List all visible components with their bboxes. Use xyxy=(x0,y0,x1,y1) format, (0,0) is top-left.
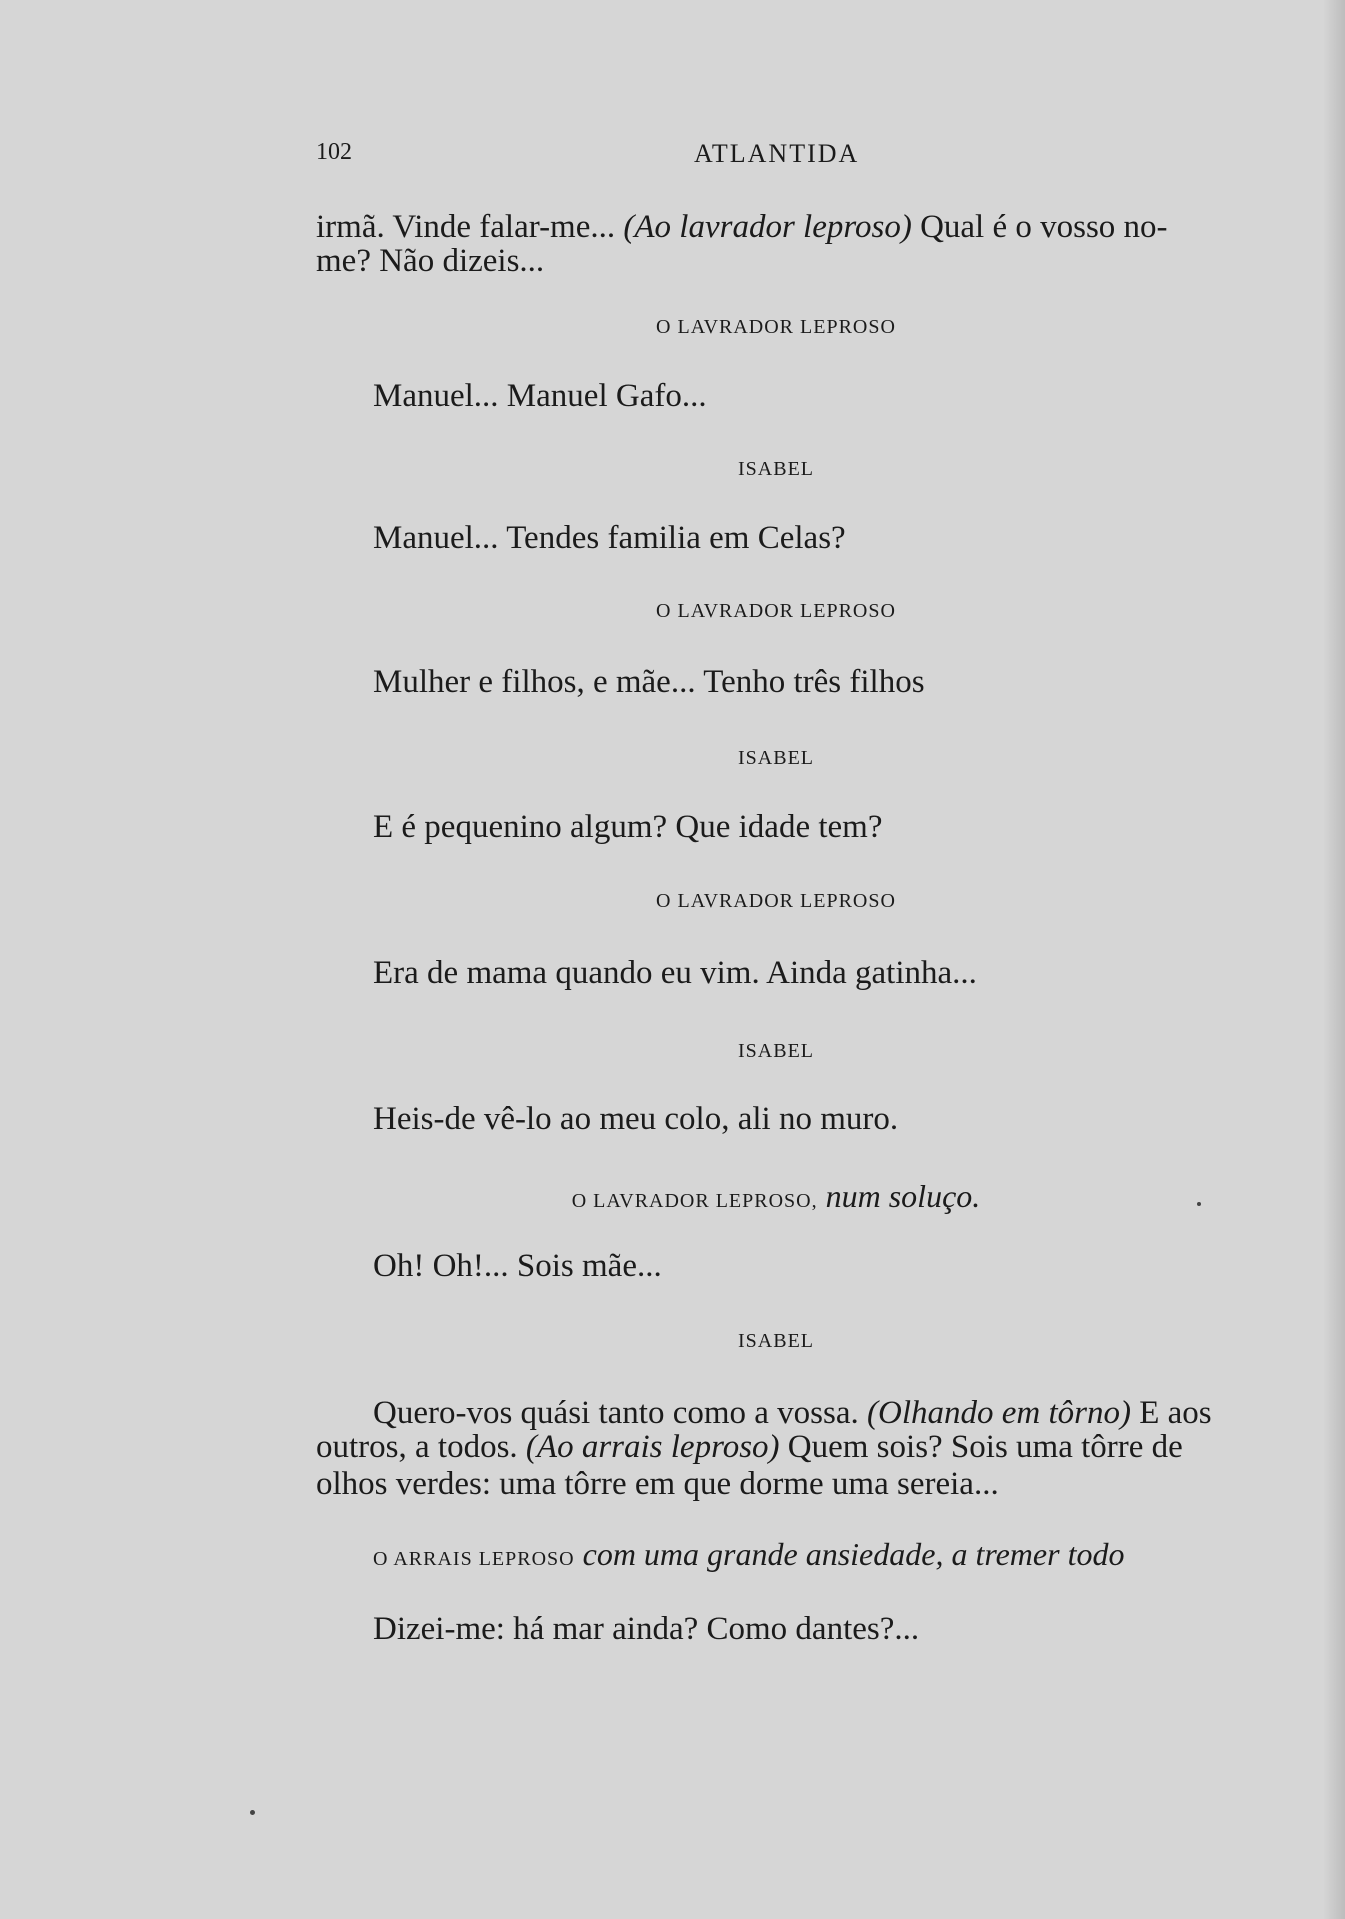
speech-line: Era de mama quando eu vim. Ainda gatinha... xyxy=(373,955,977,991)
page-number: 102 xyxy=(316,139,352,165)
speech-text: outros, a todos. xyxy=(316,1429,526,1465)
speech-line: Oh! Oh!... Sois mãe... xyxy=(373,1248,662,1284)
speech-text: E aos xyxy=(1130,1395,1212,1431)
stage-direction: (Ao arrais leproso) xyxy=(525,1429,780,1465)
speaker-with-direction xyxy=(316,1178,1236,1215)
speech-line: Manuel... Tendes familia em Celas? xyxy=(373,520,846,556)
stage-direction: num soluço. xyxy=(817,1178,981,1214)
speaker-name: O ARRAIS LEPROSO xyxy=(373,1548,575,1570)
opening-text: irmã. Vinde falar-me... xyxy=(316,209,624,245)
page-header xyxy=(316,133,876,173)
speech-line: Mulher e filhos, e mãe... Tenho três filhos xyxy=(373,664,925,700)
page-edge-shadow xyxy=(1323,0,1345,1919)
print-speck xyxy=(1197,1202,1201,1206)
stage-direction: com uma grande ansiedade, a tremer todo xyxy=(574,1536,1125,1572)
speech-line: Dizei-me: há mar ainda? Como dantes?... xyxy=(373,1611,920,1647)
opening-line-1 xyxy=(316,208,1236,246)
speaker-name: ISABEL xyxy=(738,1330,814,1352)
speech-text: Quero-vos quási tanto como a vossa. xyxy=(373,1395,867,1431)
speaker-name: ISABEL xyxy=(738,747,814,769)
speaker-name: O LAVRADOR LEPROSO xyxy=(656,316,896,338)
speaker-name: O LAVRADOR LEPROSO xyxy=(656,600,896,622)
speech-line: Manuel... Manuel Gafo... xyxy=(373,378,707,414)
speech-line: Heis-de vê-lo ao meu colo, ali no muro. xyxy=(373,1101,899,1137)
speech-text: Quem sois? Sois uma tôrre de xyxy=(779,1429,1183,1465)
opening-line-2: me? Não dizeis... xyxy=(316,243,545,279)
speech-line xyxy=(316,1428,1236,1466)
opening-text: Qual é o vosso no- xyxy=(911,209,1168,245)
speech-line xyxy=(373,1394,1233,1432)
speaker-name: O LAVRADOR LEPROSO xyxy=(656,890,896,912)
speaker-name: O LAVRADOR LEPROSO, xyxy=(571,1190,818,1212)
speech-line: olhos verdes: uma tôrre em que dorme uma sereia... xyxy=(316,1466,999,1502)
print-speck xyxy=(250,1810,255,1815)
stage-direction: (Ao lavrador leproso) xyxy=(623,209,912,245)
speaker-name: ISABEL xyxy=(738,458,814,480)
speaker-name: ISABEL xyxy=(738,1040,814,1062)
stage-direction: (Olhando em tôrno) xyxy=(867,1395,1131,1431)
speaker-with-direction xyxy=(373,1536,1293,1573)
running-title: ATLANTIDA xyxy=(694,139,860,168)
speech-line: E é pequenino algum? Que idade tem? xyxy=(373,809,883,845)
